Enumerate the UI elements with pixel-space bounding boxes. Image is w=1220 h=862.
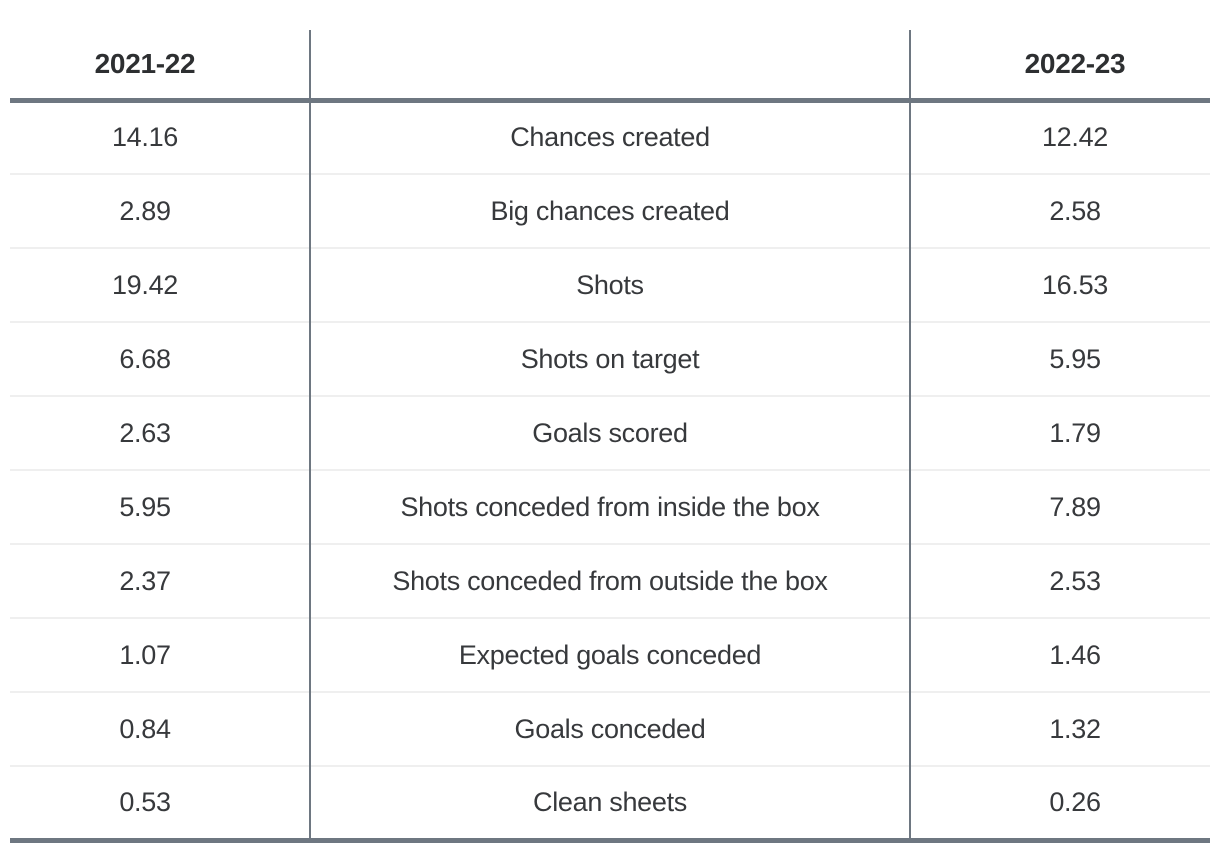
curr-season-value: 12.42	[1041, 122, 1109, 153]
table-row	[10, 618, 1210, 692]
metric-header-empty	[310, 30, 910, 100]
table-row	[10, 396, 1210, 470]
prev-season-value: 1.07	[10, 618, 310, 692]
prev-season-value: 2.89	[10, 174, 310, 248]
curr-season-value: 2.58	[910, 174, 1210, 248]
curr-season-value: 5.95	[910, 322, 1210, 396]
curr-season-value: 7.89	[910, 470, 1210, 544]
prev-season-value: 0.84	[10, 692, 310, 766]
prev-season-value: 2.63	[10, 396, 310, 470]
table-body	[10, 100, 1210, 840]
table-row	[10, 692, 1210, 766]
header-row	[10, 30, 1210, 100]
prev-season-value: 6.68	[10, 322, 310, 396]
curr-season-value: 2.53	[910, 544, 1210, 618]
metric-label: Shots	[310, 248, 910, 322]
curr-season-value: 1.79	[910, 396, 1210, 470]
table-row	[10, 100, 1210, 174]
curr-season-value: 16.53	[910, 248, 1210, 322]
metric-label: Big chances created	[310, 174, 910, 248]
prev-season-value: 0.53	[10, 766, 310, 840]
table-row	[10, 470, 1210, 544]
metric-label: Chances created	[310, 100, 910, 174]
season-comparison-table	[10, 30, 1210, 843]
curr-season-value: 0.26	[910, 766, 1210, 840]
metric-label: Shots conceded from outside the box	[310, 544, 910, 618]
table-row	[10, 766, 1210, 840]
metric-label: Expected goals conceded	[310, 618, 910, 692]
table-row	[10, 544, 1210, 618]
table-row	[10, 248, 1210, 322]
metric-label: Goals scored	[310, 396, 910, 470]
prev-season-value: 14.16	[111, 122, 179, 153]
metric-label: Clean sheets	[310, 766, 910, 840]
curr-season-value: 1.32	[910, 692, 1210, 766]
metric-label: Shots on target	[310, 322, 910, 396]
prev-season-value: 5.95	[10, 470, 310, 544]
metric-label: Shots conceded from inside the box	[310, 470, 910, 544]
season-header-2022-23: 2022-23	[910, 30, 1210, 100]
prev-season-value: 19.42	[10, 248, 310, 322]
season-header-2021-22: 2021-22	[10, 30, 310, 100]
table-row	[10, 174, 1210, 248]
table-row	[10, 322, 1210, 396]
curr-season-value: 1.46	[910, 618, 1210, 692]
metric-label: Goals conceded	[310, 692, 910, 766]
prev-season-value: 2.37	[10, 544, 310, 618]
